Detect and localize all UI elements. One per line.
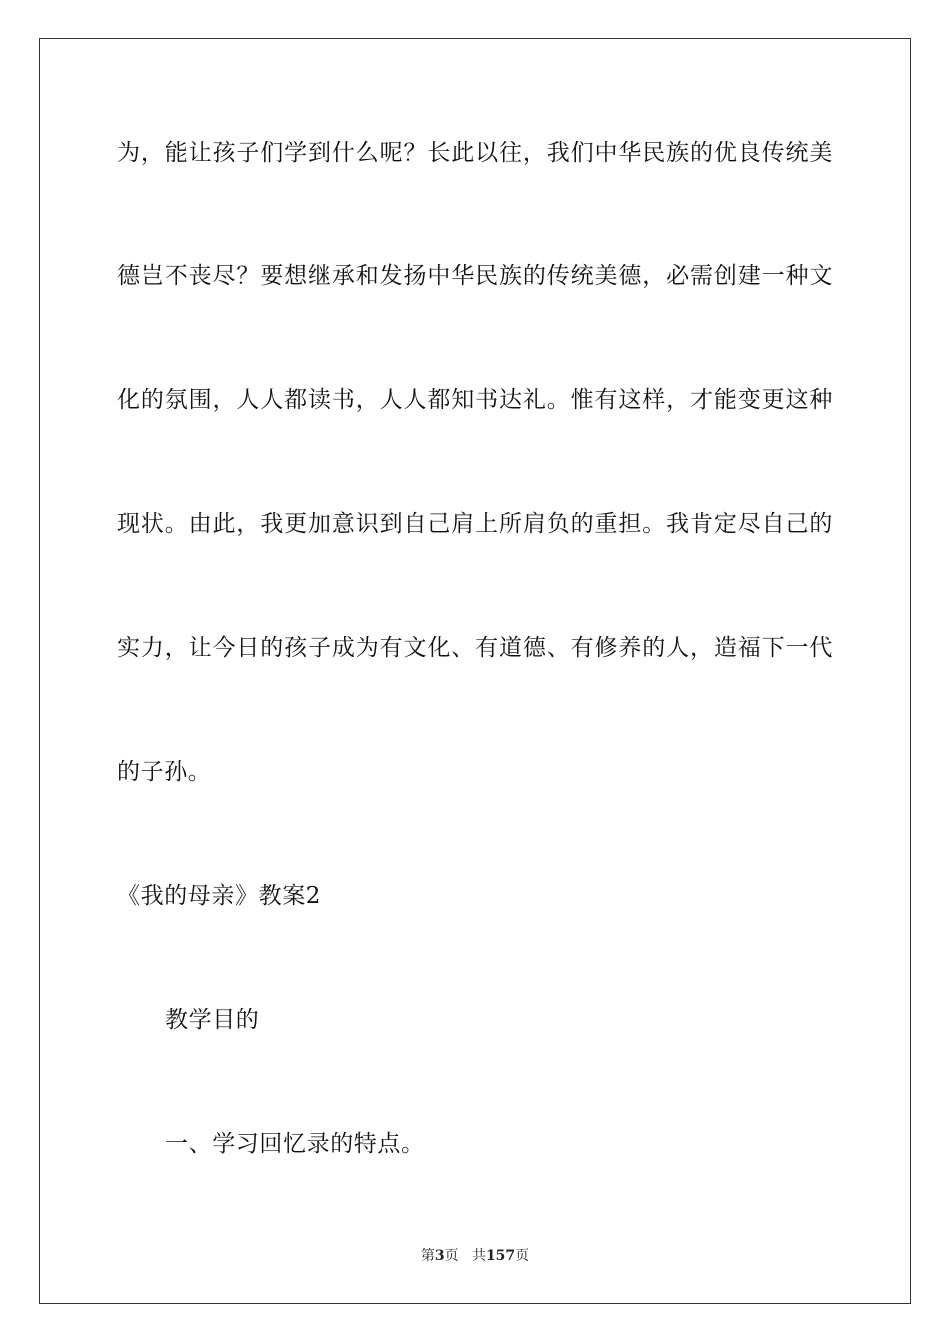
paragraph-line-2: 德岂不丧尽？要想继承和发扬中华民族的传统美德，必需创建一种文 <box>117 263 833 289</box>
page-suffix: 页 <box>444 1248 459 1264</box>
paragraph-line-6: 的子孙。 <box>117 759 212 785</box>
total-suffix: 页 <box>515 1248 530 1264</box>
paragraph-line-3: 化的氛围，人人都读书，人人都知书达礼。惟有这样，才能变更这种 <box>117 387 833 413</box>
total-pages: 157 <box>485 1248 516 1264</box>
paragraph-line-1: 为，能让孩子们学到什么呢？长此以往，我们中华民族的优良传统美 <box>117 140 833 166</box>
page-border <box>39 38 911 1304</box>
paragraph-line-4: 现状。由此，我更加意识到自己肩上所肩负的重担。我肯定尽自己的 <box>117 511 833 537</box>
section-title: 教学目的 <box>165 1007 260 1033</box>
page-number: 3 <box>434 1248 445 1264</box>
lesson-heading: 《我的母亲》教案2 <box>117 883 322 909</box>
list-item: 一、学习回忆录的特点。 <box>165 1131 425 1157</box>
page-prefix: 第 <box>420 1248 435 1264</box>
total-prefix: 共 <box>471 1248 486 1264</box>
paragraph-line-5: 实力，让今日的孩子成为有文化、有道德、有修养的人，造福下一代 <box>117 635 833 661</box>
page-footer <box>0 1246 950 1266</box>
